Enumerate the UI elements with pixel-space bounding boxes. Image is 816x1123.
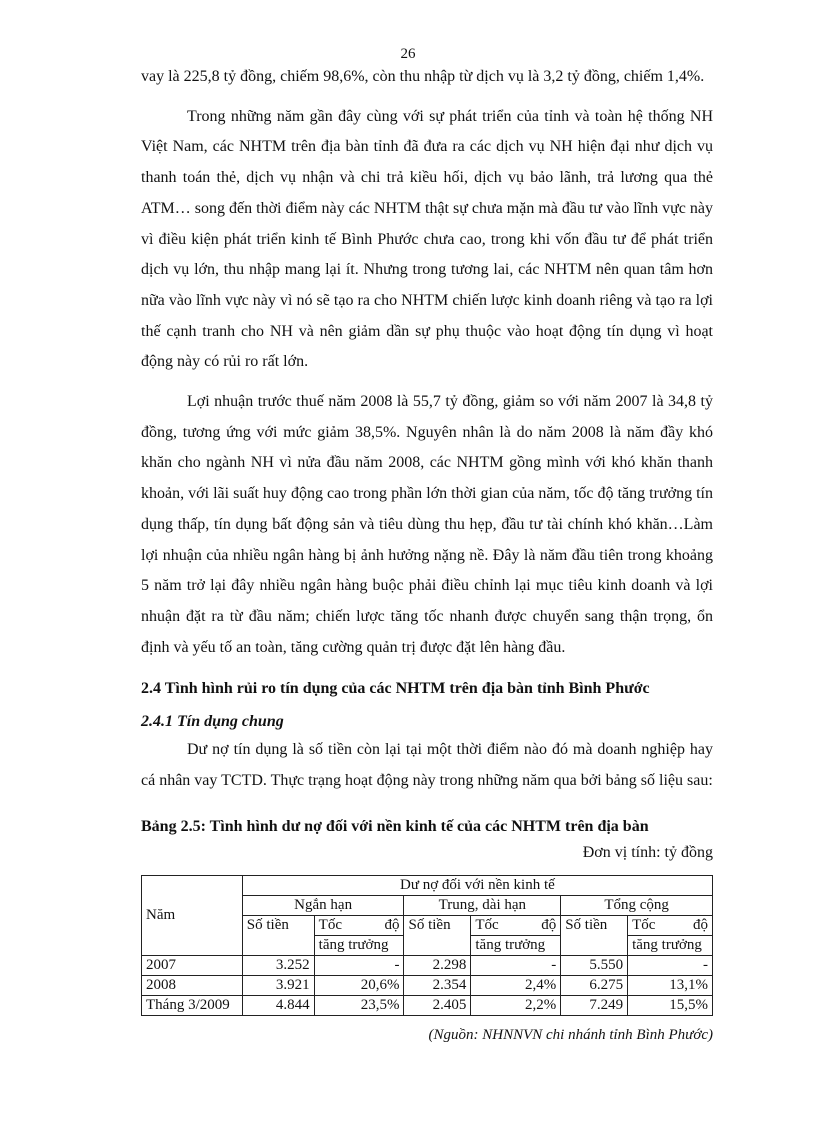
total-rate-cell: 15,5% — [628, 995, 713, 1015]
paragraph-1: vay là 225,8 tỷ đồng, chiếm 98,6%, còn thu nhập từ dịch vụ là 3,2 tỷ đồng, chiếm 1,4%. — [141, 68, 705, 85]
rate-header-line1: Tốc độ — [628, 915, 713, 935]
paragraph-3: Lợi nhuận trước thuế năm 2008 là 55,7 tỷ đồng, giảm so với năm 2007 là 34,8 tỷ đồng, tương ứng với mức giảm 38,5%. Nguyên nhân là do năm 2008 là năm đầy khó khăn cho ngành NH vì nửa đầu năm 2008, các NHTM gồng mình với khó khăn thanh khoản, với lãi suất huy động cao trong phần lớn thời gian của năm, tốc độ tăng trưởng tín dụng thấp, tín dụng bất động sản và tiêu dùng thu hẹp, đầu tư tài chính khó khăn…Làm lợi nhuận của nhiều ngân hàng bị ảnh hưởng nặng nề. Đây là năm đầu tiên trong khoảng 5 năm trở lại đây nhiều ngân hàng buộc phải điều chỉnh lại mục tiêu kinh doanh và lợi nhuận đặt ra từ đầu năm; chiến lược tăng tốc nhanh được chuyển sang thận trọng, ổn định và yếu tố an toàn, tăng cường quản trị được đặt lên hàng đầu. — [141, 393, 713, 656]
total-rate-cell: - — [628, 955, 713, 975]
rate-header-line2: tăng trưởng — [628, 935, 713, 955]
table-row — [142, 955, 713, 975]
table-row — [142, 995, 713, 1015]
total-amount-cell: 6.275 — [561, 975, 628, 995]
rate-header-line1: Tốc độ — [314, 915, 404, 935]
rate-header-line1: Tốc độ — [471, 915, 561, 935]
total-amount-cell: 5.550 — [561, 955, 628, 975]
section-heading: 2.4 Tình hình rủi ro tín dụng của các NHTM trên địa bàn tỉnh Bình Phước — [141, 680, 650, 698]
debt-table — [141, 875, 713, 1016]
year-header: Năm — [142, 875, 243, 955]
total-rate-cell: 13,1% — [628, 975, 713, 995]
page-number: 26 — [400, 46, 416, 62]
amount-header: Số tiền — [404, 915, 471, 955]
year-cell: Tháng 3/2009 — [142, 995, 243, 1015]
table-source: (Nguồn: NHNNVN chi nhánh tỉnh Bình Phước) — [428, 1026, 713, 1043]
mid-rate-cell: - — [471, 955, 561, 975]
mid-amount-cell: 2.354 — [404, 975, 471, 995]
total-amount-cell: 7.249 — [561, 995, 628, 1015]
amount-header: Số tiền — [561, 915, 628, 955]
short-amount-cell: 3.252 — [242, 955, 314, 975]
rate-header-line2: tăng trưởng — [471, 935, 561, 955]
mid-rate-cell: 2,2% — [471, 995, 561, 1015]
group-header: Dư nợ đối với nền kinh tế — [242, 875, 712, 895]
short-amount-cell: 4.844 — [242, 995, 314, 1015]
table-header-row — [142, 875, 713, 895]
amount-header: Số tiền — [242, 915, 314, 955]
mid-rate-cell: 2,4% — [471, 975, 561, 995]
mid-amount-cell: 2.405 — [404, 995, 471, 1015]
rate-header-line2: tăng trưởng — [314, 935, 404, 955]
subsection-heading: 2.4.1 Tín dụng chung — [141, 713, 284, 731]
mid-amount-cell: 2.298 — [404, 955, 471, 975]
mid-long-term-header: Trung, dài hạn — [404, 895, 561, 915]
document-body — [141, 62, 713, 1046]
paragraph-2: Trong những năm gần đây cùng với sự phát triển của tỉnh và toàn hệ thống NH Việt Nam, các NHTM trên địa bàn tỉnh đã đưa ra các dịch vụ NH hiện đại như dịch vụ thanh toán thẻ, dịch vụ nhận và chi trả kiều hối, dịch vụ bảo lãnh, trả lương qua thẻ ATM… song đến thời điểm này các NHTM thật sự chưa mặn mà đầu tư vào lĩnh vực này vì điều kiện phát triển kinh tế Bình Phước chưa cao, trong khi vốn đầu tư để phát triển dịch vụ lớn, thu nhập mang lại ít. Nhưng trong tương lai, các NHTM nên quan tâm hơn nữa vào lĩnh vực này vì nó sẽ tạo ra cho NHTM chiến lược kinh doanh riêng và tạo ra lợi thế cạnh tranh cho NH và nên giảm dần sự phụ thuộc vào hoạt động tín dụng vì hoạt động này có rủi ro rất lớn. — [141, 107, 713, 371]
short-rate-cell: 20,6% — [314, 975, 404, 995]
short-rate-cell: - — [314, 955, 404, 975]
table-row — [142, 975, 713, 995]
year-cell: 2008 — [142, 975, 243, 995]
year-cell: 2007 — [142, 955, 243, 975]
short-rate-cell: 23,5% — [314, 995, 404, 1015]
total-header: Tổng cộng — [561, 895, 713, 915]
short-term-header: Ngắn hạn — [242, 895, 404, 915]
paragraph-4: Dư nợ tín dụng là số tiền còn lại tại một thời điểm nào đó mà doanh nghiệp hay cá nhân vay TCTD. Thực trạng hoạt động này trong những năm qua bởi bảng số liệu sau: — [141, 741, 713, 790]
table-unit: Đơn vị tính: tỷ đồng — [582, 843, 713, 861]
table-title: Bảng 2.5: Tình hình dư nợ đối với nền kinh tế của các NHTM trên địa bàn — [141, 817, 649, 835]
short-amount-cell: 3.921 — [242, 975, 314, 995]
